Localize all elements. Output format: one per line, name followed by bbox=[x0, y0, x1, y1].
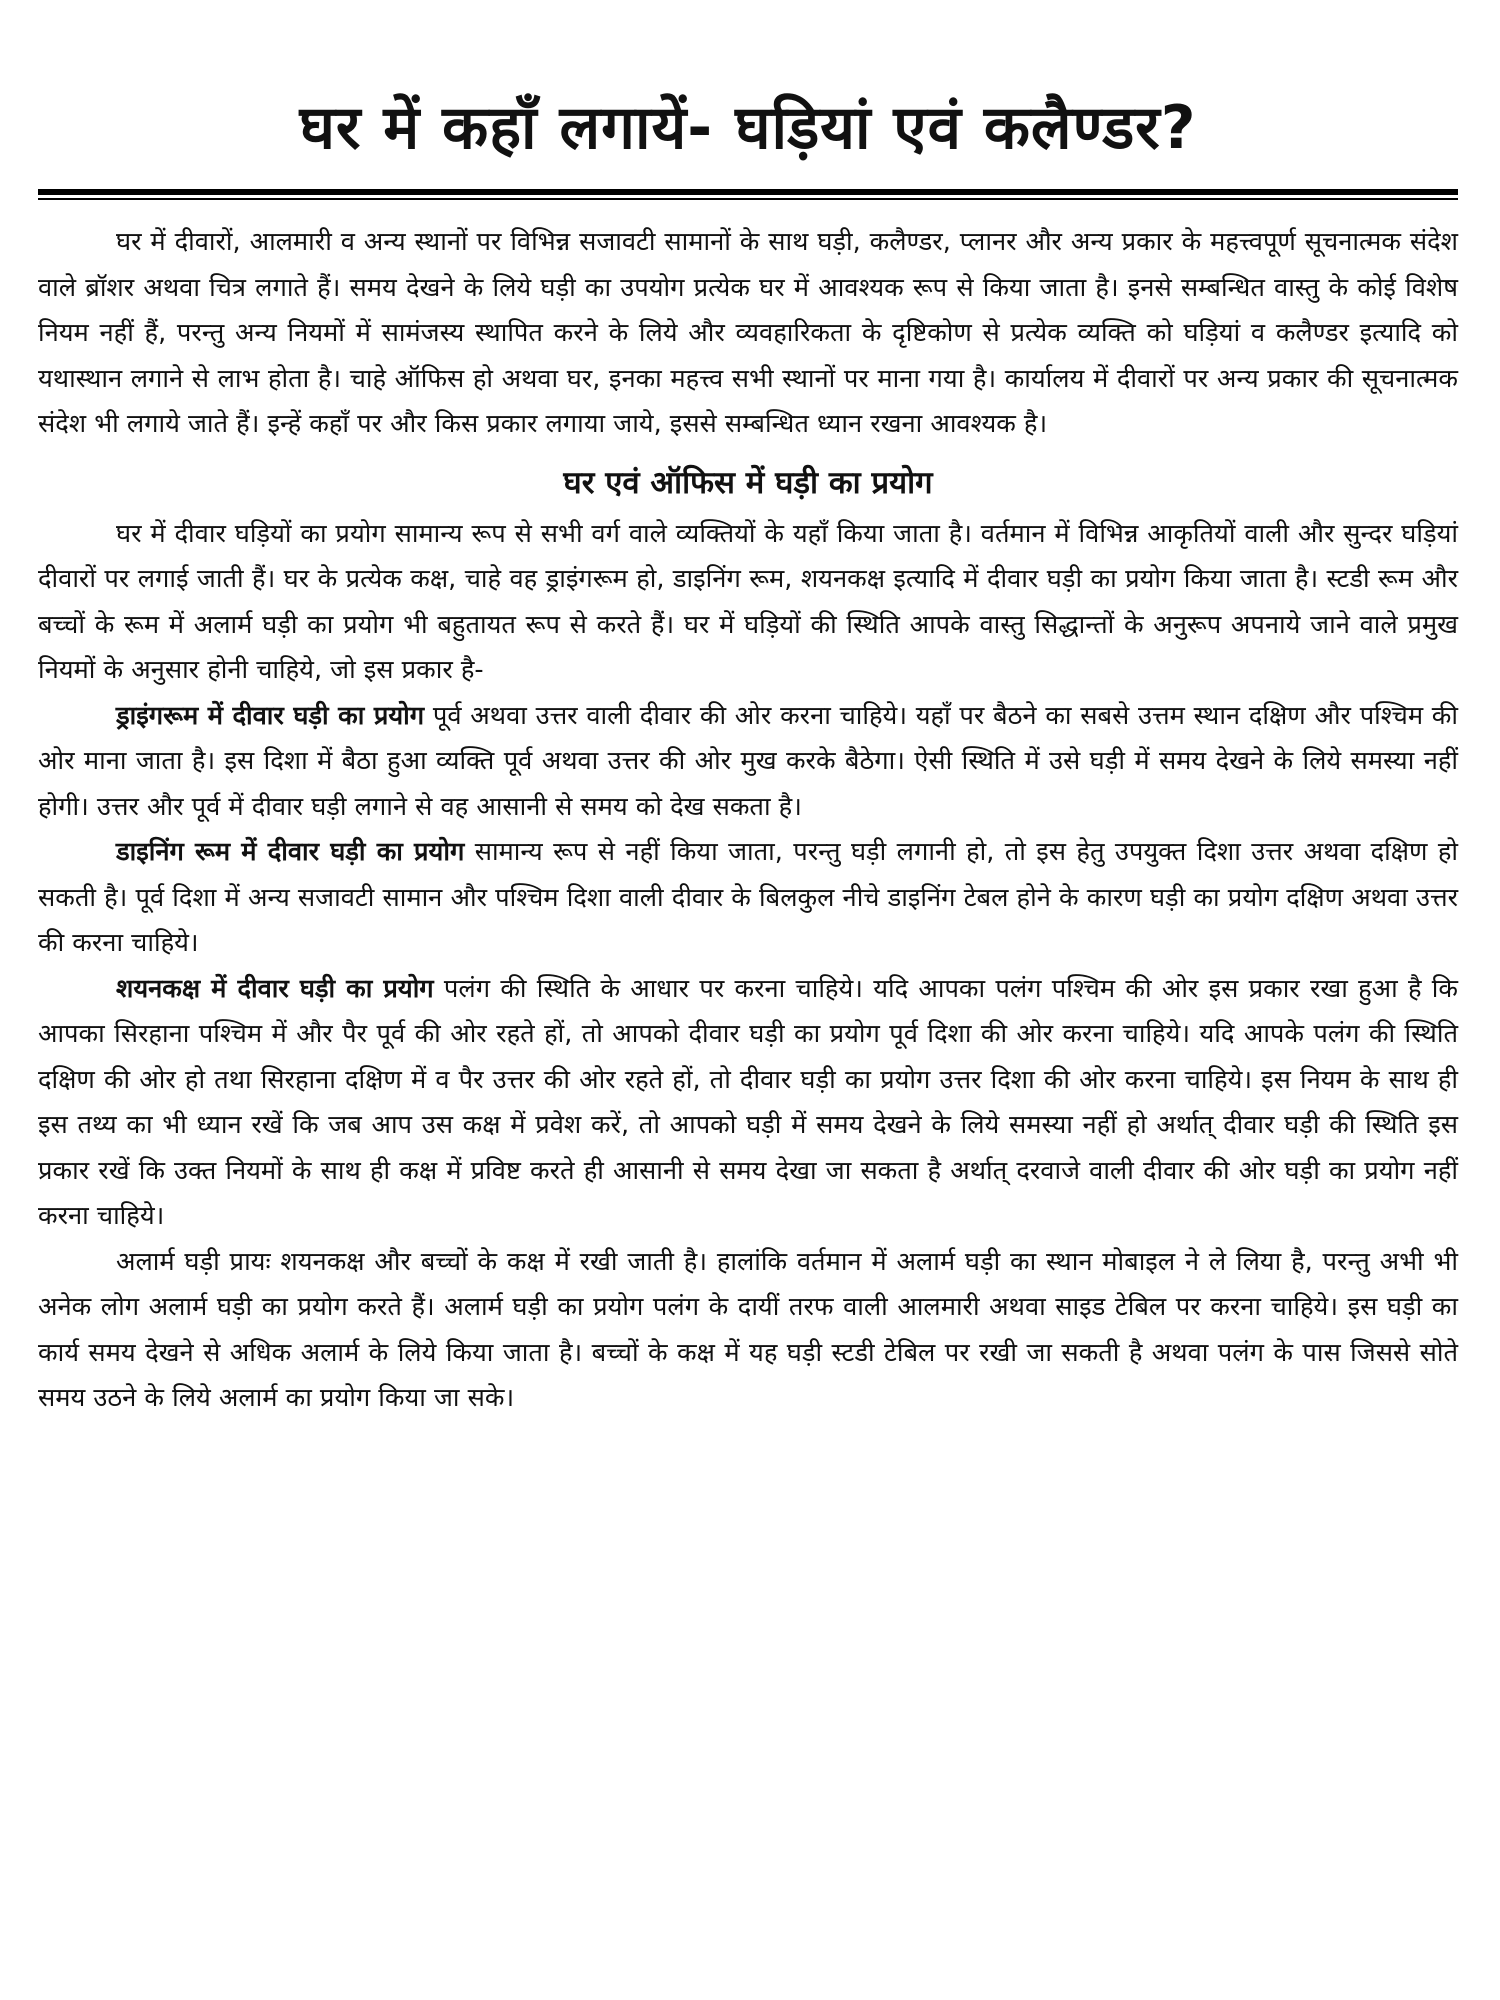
drawing-room-lead: ड्राइंगरूम में दीवार घड़ी का प्रयोग bbox=[116, 700, 425, 731]
bedroom-paragraph bbox=[38, 967, 1458, 1240]
page bbox=[38, 95, 1458, 1422]
page-title: घर में कहाँ लगायें- घड़ियां एवं कलैण्डर? bbox=[299, 93, 1197, 163]
bedroom-lead: शयनकक्ष में दीवार घड़ी का प्रयोग bbox=[116, 973, 434, 1004]
drawing-room-text: पूर्व अथवा उत्तर वाली दीवार की ओर करना चाहिये। यहाँ पर बैठने का सबसे उत्तम स्थान दक्षिण और पश्चिम की ओर माना जाता है। इस दिशा में बैठा हुआ व्यक्ति पूर्व अथवा उत्तर की ओर मुख करके बैठेगा। ऐसी स्थिति में उसे घड़ी में समय देखने के लिये समस्या नहीं होगी। उत्तर और पूर्व में दीवार घड़ी लगाने से वह आसानी से समय को देख सकता है। bbox=[38, 700, 1459, 822]
dining-room-text: सामान्य रूप से नहीं किया जाता, परन्तु घड़ी लगानी हो, तो इस हेतु उपयुक्त दिशा उत्तर अथवा दक्षिण हो सकती है। पूर्व दिशा में अन्य सजावटी सामान और पश्चिम दिशा वाली दीवार के बिलकुल नीचे डाइनिंग टेबल होने के कारण घड़ी का प्रयोग दक्षिण अथवा उत्तर की करना चाहिये। bbox=[38, 837, 1458, 958]
dining-room-paragraph bbox=[38, 830, 1458, 967]
intro-paragraph: घर में दीवारों, आलमारी व अन्य स्थानों पर विभिन्न सजावटी सामानों के साथ घड़ी, कलैण्डर, प्लानर और अन्य प्रकार के महत्त्वपूर्ण सूचनात्मक संदेश वाले ब्रॉशर अथवा चित्र लगाते हैं। समय देखने के लिये घड़ी का उपयोग प्रत्येक घर में आवश्यक रूप से किया जाता है। इनसे सम्बन्धित वास्तु के कोई विशेष नियम नहीं हैं, परन्तु अन्य नियमों में सामंजस्य स्थापित करने के लिये और व्यवहारिकता के दृष्टिकोण से प्रत्येक व्यक्ति को घड़ियां व कलैण्डर इत्यादि को यथास्थान लगाने से लाभ होता है। चाहे ऑफिस हो अथवा घर, इनका महत्त्व सभी स्थानों पर माना गया है। कार्यालय में दीवारों पर अन्य प्रकार की सूचनात्मक संदेश भी लगाये जाते हैं। इन्हें कहाँ पर और किस प्रकार लगाया जाये, इससे सम्बन्धित ध्यान रखना आवश्यक है। bbox=[38, 227, 1458, 439]
title-divider bbox=[38, 189, 1458, 200]
section-heading: घर एवं ऑफिस में घड़ी का प्रयोग bbox=[563, 464, 933, 501]
bedroom-text: पलंग की स्थिति के आधार पर करना चाहिये। यदि आपका पलंग पश्चिम की ओर इस प्रकार रखा हुआ है कि आपका सिरहाना पश्चिम में और पैर पूर्व की ओर रहते हों, तो आपको दीवार घड़ी का प्रयोग पूर्व दिशा की ओर करना चाहिये। यदि आपके पलंग की स्थिति दक्षिण की ओर हो तथा सिरहाना दक्षिण में व पैर उत्तर की ओर रहते हों, तो दीवार घड़ी का प्रयोग उत्तर दिशा की ओर करना चाहिये। इस नियम के साथ ही इस तथ्य का भी ध्यान रखें कि जब आप उस कक्ष में प्रवेश करें, तो आपको घड़ी में समय देखने के लिये समस्या नहीं हो अर्थात् दीवार घड़ी की स्थिति इस प्रकार रखें कि उक्त नियमों के साथ ही कक्ष में प्रविष्ट करते ही आसानी से समय देखा जा सकता है अर्थात् दरवाजे वाली दीवार की ओर घड़ी का प्रयोग नहीं करना चाहिये। bbox=[38, 973, 1458, 1231]
section-intro-paragraph: घर में दीवार घड़ियों का प्रयोग सामान्य रूप से सभी वर्ग वाले व्यक्तियों के यहाँ किया जाता है। वर्तमान में विभिन्न आकृतियों वाली और सुन्दर घड़ियां दीवारों पर लगाई जाती हैं। घर के प्रत्येक कक्ष, चाहे वह ड्राइंगरूम हो, डाइनिंग रूम, शयनकक्ष इत्यादि में दीवार घड़ी का प्रयोग किया जाता है। स्टडी रूम और बच्चों के रूम में अलार्म घड़ी का प्रयोग भी बहुतायत रूप से करते हैं। घर में घड़ियों की स्थिति आपके वास्तु सिद्धान्तों के अनुरूप अपनाये जाने वाले प्रमुख नियमों के अनुसार होनी चाहिये, जो इस प्रकार है- bbox=[38, 518, 1458, 685]
alarm-paragraph: अलार्म घड़ी प्रायः शयनकक्ष और बच्चों के कक्ष में रखी जाती है। हालांकि वर्तमान में अलार्म घड़ी का स्थान मोबाइल ने ले लिया है, परन्तु अभी भी अनेक लोग अलार्म घड़ी का प्रयोग करते हैं। अलार्म घड़ी का प्रयोग पलंग के दायीं तरफ वाली आलमारी अथवा साइड टेबिल पर करना चाहिये। इस घड़ी का कार्य समय देखने से अधिक अलार्म के लिये किया जाता है। बच्चों के कक्ष में यह घड़ी स्टडी टेबिल पर रखी जा सकती है अथवा पलंग के पास जिससे सोते समय उठने के लिये अलार्म का प्रयोग किया जा सके। bbox=[38, 1246, 1458, 1413]
drawing-room-paragraph bbox=[38, 694, 1458, 831]
dining-room-lead: डाइनिंग रूम में दीवार घड़ी का प्रयोग bbox=[116, 837, 465, 867]
